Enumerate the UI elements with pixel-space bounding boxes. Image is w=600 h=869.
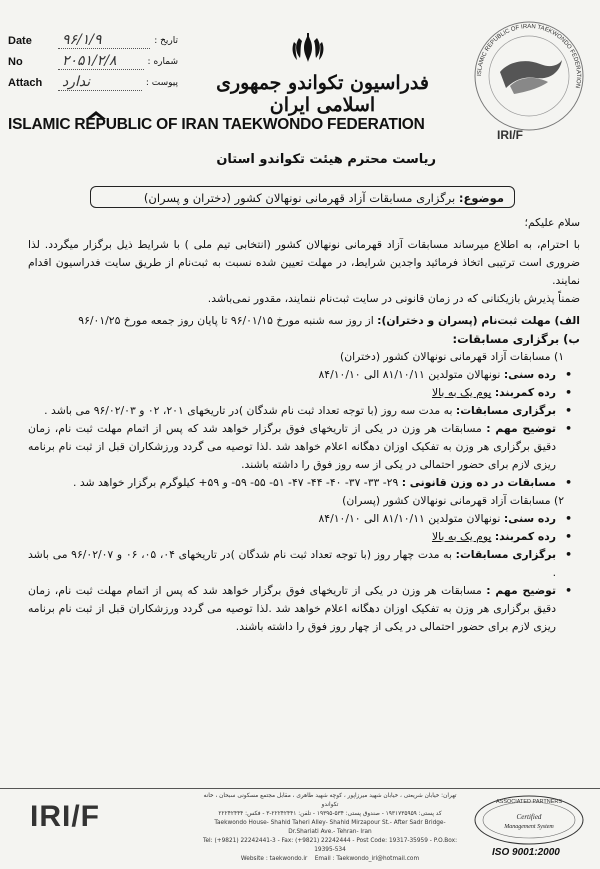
girls-schedule	[28, 402, 580, 420]
girls-age	[28, 366, 580, 384]
boys-note-text: مسابقات هر وزن در یکی از تاریخهای فوق برگزار خواهد شد که پس از اتمام مهلت ثبت نام، زمان دقیق برگزاری هر وزن به تفکیک اوزان دهگانه اعلام خواهد شد .لذا توصیه می گردد ورزشکاران قبل از ثبت نام برنامه ریزی لازم برای حضور احتمالی در یکی از چهار روز فوق را داشته باشند.	[28, 584, 556, 633]
boys-belt	[28, 528, 580, 546]
boys-schedule-text: به مدت چهار روز (با توجه تعداد ثبت نام شدگان )در تاریخهای ۰۴، ۰۵، ۰۶ و ۹۶/۰۲/۰۷ می باشد .	[28, 548, 556, 579]
logo-ring-text: ISLAMIC REPUBLIC OF IRAN TAEKWONDO FEDERATION	[476, 23, 582, 89]
letter-body	[28, 214, 580, 636]
date-label: Date	[8, 34, 32, 47]
greeting: سلام علیکم؛	[524, 216, 580, 229]
federation-name-en: ISLAMIC REPUBLIC OF IRAN TAEKWONDO FEDERATION	[8, 116, 425, 133]
footer-address	[200, 792, 460, 864]
boys-age-label: رده سنی:	[503, 512, 556, 525]
letter-meta	[8, 30, 178, 93]
federation-name-fa: فدراسیون تکواندو جمهوری اسلامی ایران	[216, 72, 429, 116]
number-row	[8, 51, 178, 72]
registration-deadline	[28, 312, 580, 330]
subject-text: برگزاری مسابقات آزاد قهرمانی نونهالان کشور (دختران و پسران)	[143, 191, 459, 205]
deadline-label: الف) مهلت ثبت‌نام (پسران و دختران):	[377, 314, 580, 327]
website: Website : taekwondo.ir	[240, 856, 308, 862]
subject-box	[90, 186, 515, 208]
boys-schedule-label: برگزاری مسابقات:	[455, 548, 556, 561]
iso-certification-seal	[470, 792, 588, 852]
girls-weights-text: ۲۹- ۳۳- ۳۷- ۴۰- ۴۴- ۴۷- ۵۱- ۵۵- ۵۹- و ۵۹+ کیلوگرم برگزار خواهد شد .	[72, 476, 402, 489]
email: Email : Taekwondo_iri@hotmail.com	[314, 856, 420, 862]
date-label-fa: تاریخ :	[154, 35, 178, 46]
girls-belt-text: پوم یک به بالا	[431, 386, 492, 399]
section-b-heading: ب) برگزاری مسابقات:	[452, 332, 580, 346]
girls-note	[28, 420, 580, 474]
girls-note-label: توضیح مهم :	[486, 422, 557, 435]
boys-note-label: توضیح مهم :	[486, 584, 557, 597]
chevron-mark-icon	[84, 109, 108, 133]
boys-age	[28, 510, 580, 528]
address-en: Taekwondo House- Shahid Taheri Alley- Shahid Mirzapour St.- After Sadr Bridge- Dr.Shariati Ave.- Tehran- Iran	[214, 820, 446, 835]
cert-top: ASSOCIATED PARTNERS	[495, 799, 563, 805]
boys-age-text: نونهالان متولدین ۸۱/۱۰/۱۱ الی ۸۴/۱۰/۱۰	[318, 512, 504, 525]
girls-belt	[28, 384, 580, 402]
boys-belt-label: رده کمربند:	[494, 530, 556, 543]
federation-logo	[470, 14, 588, 144]
subject-label: موضوع:	[458, 191, 504, 205]
cert-mid2: Management System	[504, 824, 554, 830]
date-row	[8, 30, 178, 51]
boys-schedule	[28, 546, 580, 582]
boys-belt-text: پوم یک به بالا	[431, 530, 492, 543]
boys-heading: ۲) مسابقات آزاد قهرمانی نونهالان کشور (پسران)	[342, 494, 564, 507]
girls-age-text: نونهالان متولدین ۸۱/۱۰/۱۱ الی ۸۴/۱۰/۱۰	[318, 368, 504, 381]
footer-divider	[0, 788, 600, 789]
girls-schedule-text: به مدت سه روز (با توجه تعداد ثبت نام شدگان )در تاریخهای ۲۰۱، ۰۲ و ۹۶/۰۲/۰۳ می باشد .	[44, 404, 456, 417]
girls-schedule-label: برگزاری مسابقات:	[455, 404, 556, 417]
boys-note	[28, 582, 580, 636]
address-fa: تهران: خیابان شریعتی ، خیابان شهید میرزاپور ، کوچه شهید طاهری ، مقابل مجتمع مسکونی سبحان ، خانه تکواندو	[203, 793, 457, 808]
paragraph-intro: با احترام، به اطلاع میرساند مسابقات آزاد قهرمانی نونهالان کشور (انتخابی تیم ملی ) با شرایط ذیل برگزار میگردد. لذا ضروری است ترتیبی اتخاذ فرمائید واجدین شرایط، در مهلت تعیین شده نسبت به ثبت‌نام از طریق سایت فدراسیون اقدام نمایند.	[28, 238, 580, 287]
deadline-text: از روز سه شنبه مورخ ۹۶/۰۱/۱۵ تا پایان روز جمعه مورخ ۹۶/۰۱/۲۵	[78, 314, 378, 327]
girls-weights-label: مسابقات در ده وزن قانونی :	[401, 476, 556, 489]
attach-label: Attach	[8, 76, 43, 89]
phones-fa: کد پستی: ۱۹۳۱۷۳۵۹۵۹ - صندوق پستی: ۵۳۴-۱۹۳۹۵ - تلفن: ۲۲۲۴۲۴۴۱-۳ - فکس: ۲۲۲۴۲۴۴۴	[218, 811, 442, 817]
girls-belt-label: رده کمربند:	[494, 386, 556, 399]
footer-logo: IRI/F	[30, 800, 100, 833]
number-label: No	[8, 55, 23, 68]
girls-note-text: مسابقات هر وزن در یکی از تاریخهای فوق برگزار خواهد شد که پس از اتمام مهلت ثبت نام، زمان دقیق برگزاری هر وزن به تفکیک اوزان دهگانه اعلام خواهد شد .لذا توصیه می گردد ورزشکاران قبل از ثبت نام برنامه ریزی لازم برای حضور احتمالی در یکی از سه روز فوق را داشته باشند.	[28, 422, 556, 471]
girls-age-label: رده سنی:	[503, 368, 556, 381]
number-label-fa: شماره :	[147, 56, 178, 67]
logo-abbreviation: IRI/F	[497, 128, 523, 142]
paragraph-note: ضمناً پذیرش بازیکنانی که در زمان قانونی در سایت ثبت‌نام ننمایند، مقدور نمی‌باشد.	[207, 292, 580, 305]
iran-emblem-icon	[291, 32, 325, 64]
attach-row	[8, 72, 178, 93]
cert-mid: Certified	[516, 813, 542, 821]
date-value: ۹۶/۱/۹	[58, 33, 150, 49]
iso-label: ISO 9001:2000	[492, 847, 560, 858]
attach-value: ندارد	[58, 75, 142, 91]
girls-heading: ۱) مسابقات آزاد قهرمانی نونهالان کشور (دختران)	[340, 350, 564, 363]
phones-en: Tel: (+9821) 22242441-3 - Fax: (+9821) 22242444 - Post Code: 19317-35959 - P.O.Box: 19395-534	[202, 838, 458, 853]
number-value: ۲۰۵۱/۲/۸	[58, 54, 144, 70]
contact-en	[200, 855, 460, 864]
recipient: ریاست محترم هیئت تکواندو استان	[216, 152, 436, 167]
girls-weights	[28, 474, 580, 492]
attach-label-fa: پیوست :	[145, 77, 178, 88]
